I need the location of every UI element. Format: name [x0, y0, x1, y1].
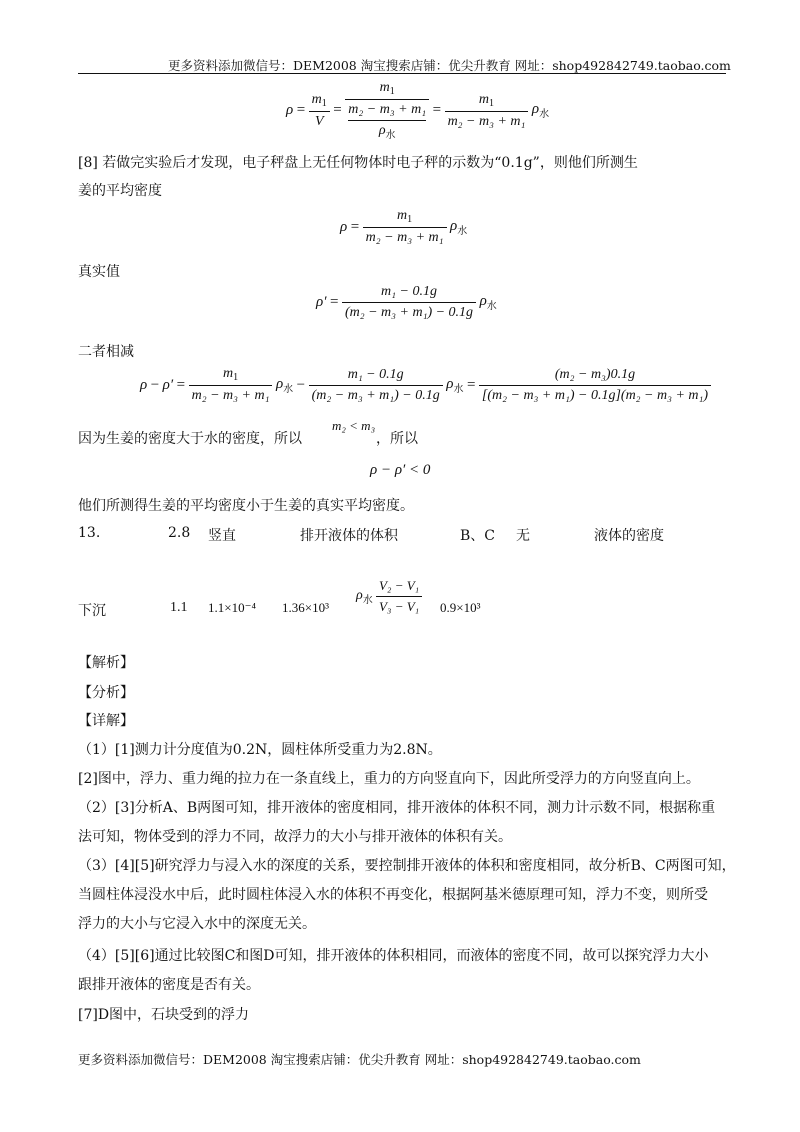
- answer-7: 下沉: [78, 603, 106, 619]
- formula-measured-density: ρ = $\frac{m_1}{\text{m₂ − m₃ + m₁}}$ $\rho_水$: [340, 208, 468, 245]
- detail-line-6: 当圆柱体浸没水中后，此时圆柱体浸入水的体积不再变化，根据阿基米德原理可知，浮力不变，则所受: [78, 887, 708, 903]
- answer-4: B、C: [460, 528, 495, 544]
- detail-line-3: （2）[3]分析A、B两图可知，排开液体的密度相同，排开液体的体积不同，测力计示数不同，根据称重: [78, 800, 716, 816]
- formula-density-1: ρ = $\frac{m_1}{V}$ = $m_1$ m₂ − m₃ + m₁ $\rho_水$ = $\frac{m_1}{\text{m₂ − m₃ + m₁}}$ $\rho_水$: [286, 80, 550, 141]
- subtract-label: 二者相减: [78, 344, 134, 360]
- detail-line-2: [2]图中，浮力、重力绳的拉力在一条直线上，重力的方向竖直向下，因此所受浮力的方向竖直向上。: [78, 771, 700, 787]
- answer-9: 1.1×10⁻⁴: [208, 600, 256, 615]
- header-rule: [78, 73, 726, 74]
- answer-2: 竖直: [208, 528, 236, 544]
- because-text: 因为生姜的密度大于水的密度，所以: [78, 431, 302, 447]
- detail-line-4: 法可知，物体受到的浮力不同，故浮力的大小与排开液体的体积有关。: [78, 829, 512, 845]
- question-number: 13.: [78, 525, 101, 541]
- m2-lt-m3: m₂ < m₃: [332, 418, 376, 433]
- inequality: ρ − ρ′ < 0: [370, 462, 431, 478]
- answer-12: 0.9×10³: [440, 600, 481, 615]
- detail-line-9: 跟排开液体的密度是否有关。: [78, 977, 260, 993]
- answer-5: 无: [516, 528, 530, 544]
- detail-line-1: （1）[1]测力计分度值为0.2N，圆柱体所受重力为2.8N。: [78, 742, 442, 758]
- answer-11-formula: $\rho_水$ $\frac{\text{V₂ − V₁}}{\text{V₃ − V₁}}$: [356, 578, 422, 615]
- page-header: 更多资料添加微信号：DEM2008 淘宝搜索店铺：优尖升教育 网址：shop492842749.taobao.com: [168, 58, 731, 73]
- answer-8: 1.1: [170, 600, 188, 615]
- answer-3: 排开液体的体积: [300, 528, 398, 544]
- answer-1: 2.8: [168, 525, 191, 541]
- answer-10: 1.36×10³: [282, 600, 329, 615]
- detail-line-8: （4）[5][6]通过比较图C和图D可知，排开液体的体积相同，而液体的密度不同，故可以探究浮力大小: [78, 948, 709, 964]
- detail-line-5: （3）[4][5]研究浮力与浸入水的深度的关系，要控制排开液体的体积和密度相同，故分析B、C两图可知，: [78, 858, 736, 874]
- paragraph-8-line2: 姜的平均密度: [78, 183, 162, 199]
- so-text: ，所以: [376, 431, 418, 447]
- answer-6: 液体的密度: [594, 528, 664, 544]
- section-xiangjie: 【详解】: [78, 713, 134, 729]
- conclusion-text: 他们所测得生姜的平均密度小于生姜的真实平均密度。: [78, 498, 414, 514]
- section-jiexi: 【解析】: [78, 655, 134, 671]
- section-fenxi: 【分析】: [78, 685, 134, 701]
- paragraph-8-line1: [8] 若做完实验后才发现，电子秤盘上无任何物体时电子秤的示数为“0.1g”，则他们所测生: [78, 155, 638, 171]
- formula-true-density: ρ′ = $\frac{\text{m₁ − 0.1g}}{\text{(m₂ − m₃ + m₁) − 0.1g}}$ $\rho_水$: [316, 284, 497, 320]
- detail-line-7: 浮力的大小与它浸入水中的深度无关。: [78, 916, 316, 932]
- formula-difference: ρ − ρ′ = $\frac{m_1}{\text{m₂ − m₃ + m₁}}$ $\rho_水$ − $\frac{\text{m₁ − 0.1g}}{\text{(m₂ − m₃ + m₁) − 0.1g}}$ $\rho_水$ = $\frac{\text{(m₂ − m₃)0.1g}}{\text{[(m₂ − m₃ + m₁) − 0.1g](m₂ − m₃ + m₁)}}$: [140, 366, 711, 404]
- true-value-label: 真实值: [78, 264, 120, 280]
- detail-line-10: [7]D图中，石块受到的浮力: [78, 1007, 250, 1023]
- page-footer: 更多资料添加微信号：DEM2008 淘宝搜索店铺：优尖升教育 网址：shop492842749.taobao.com: [78, 1052, 641, 1067]
